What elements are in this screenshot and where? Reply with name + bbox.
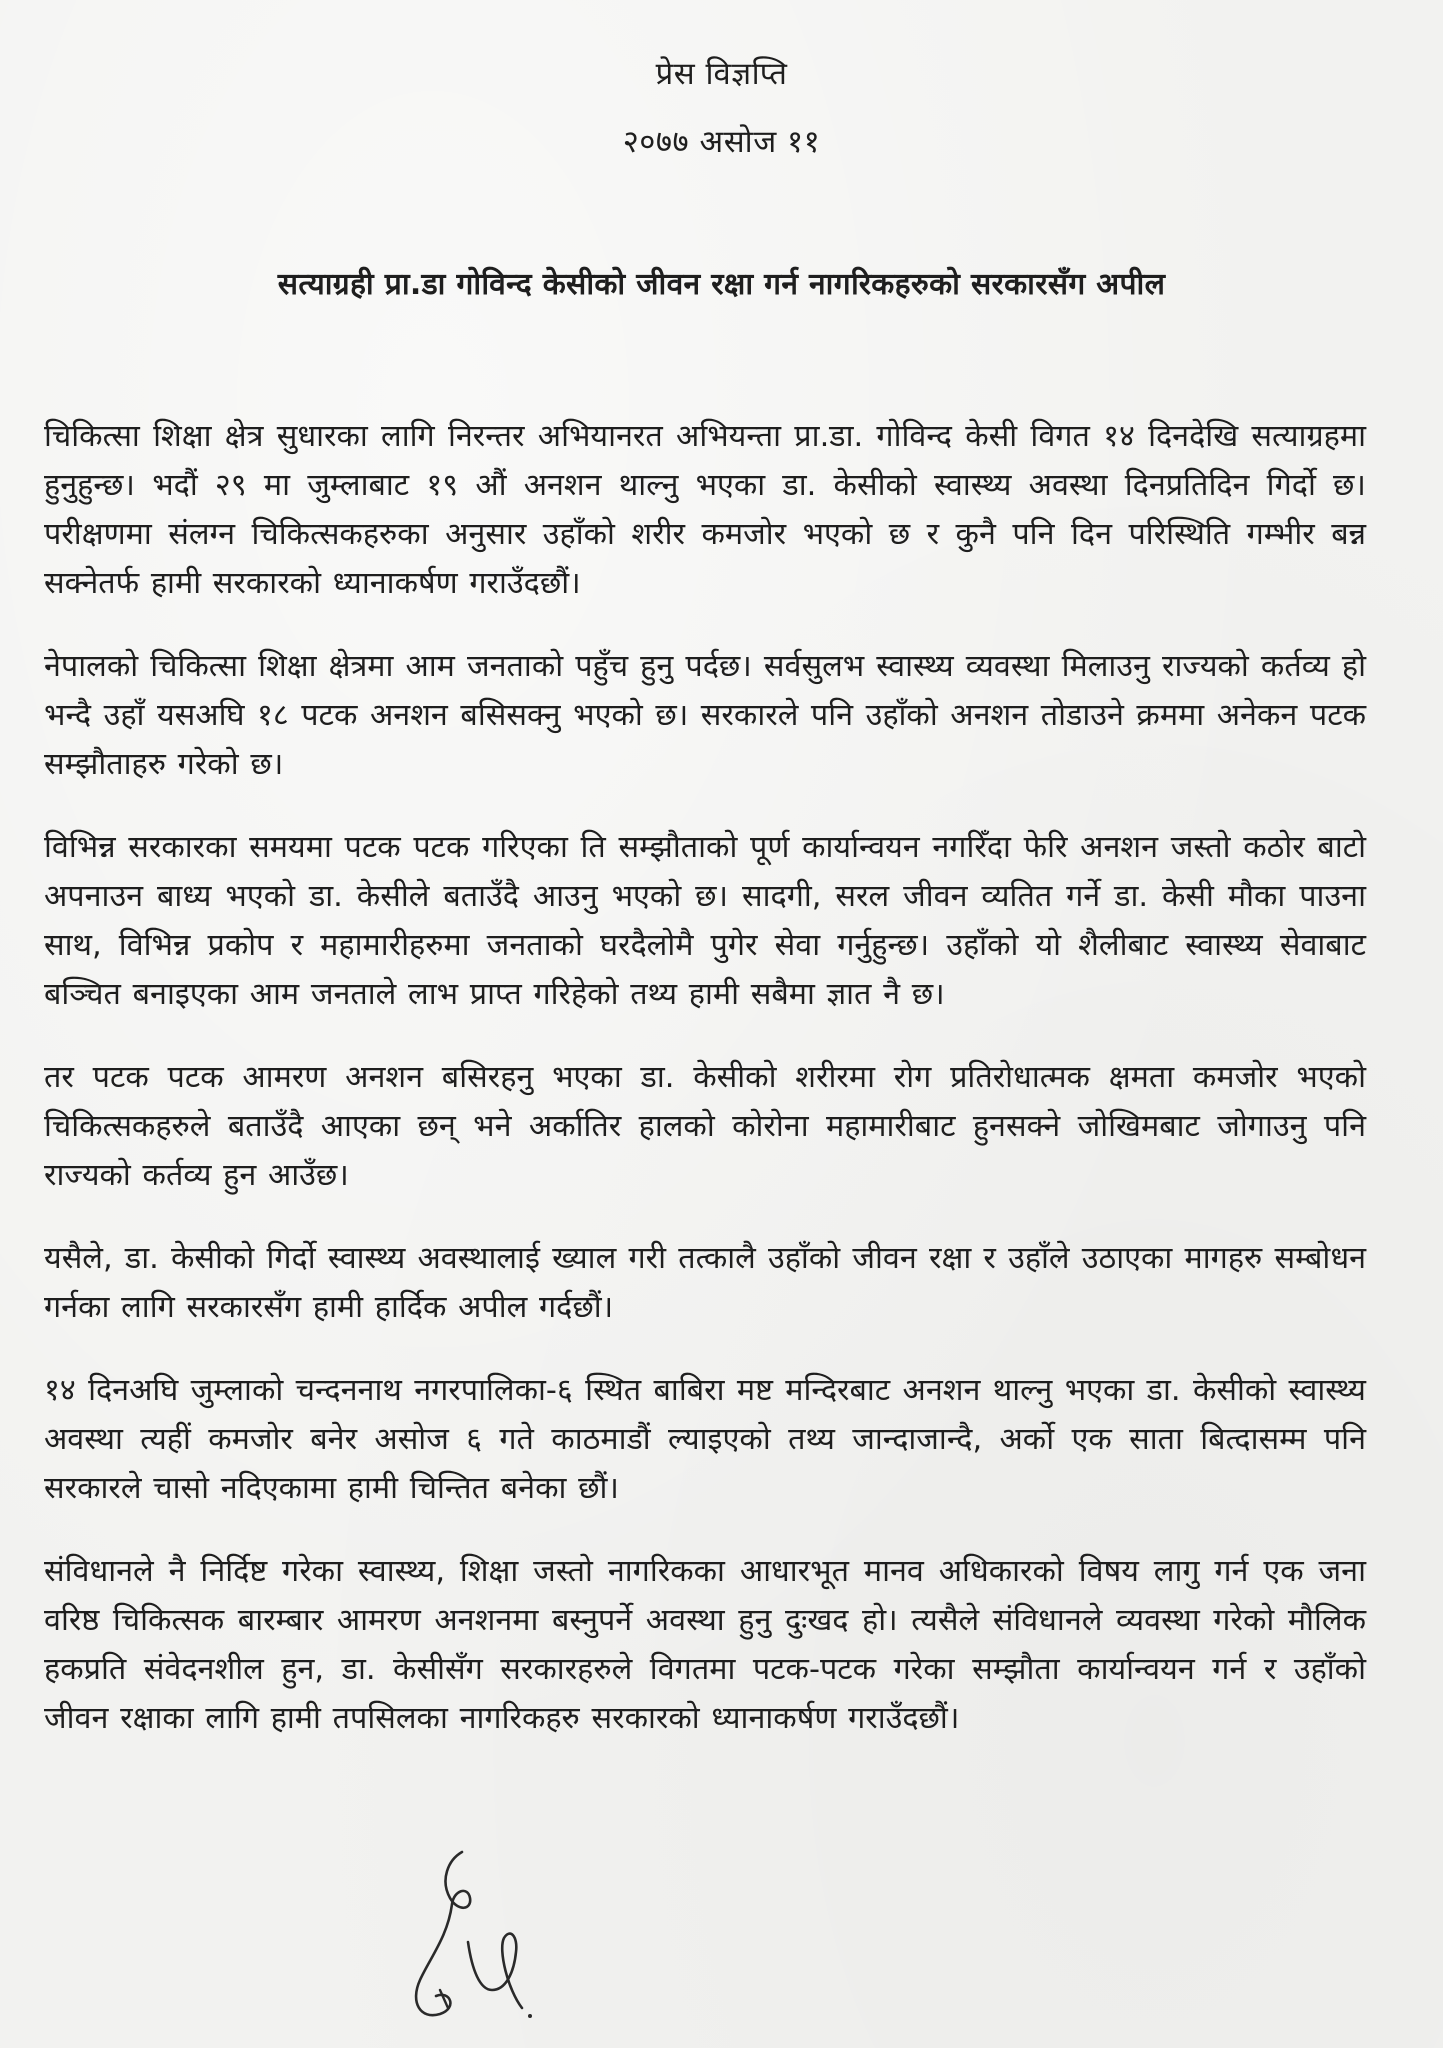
- document-title: सत्याग्रही प्रा.डा गोविन्द केसीको जीवन रक्षा गर्न नागरिकहरुको सरकारसँग अपील: [277, 267, 1166, 302]
- paragraph-1: चिकित्सा शिक्षा क्षेत्र सुधारका लागि निरन्तर अभियानरत अभियन्ता प्रा.डा. गोविन्द केसी विगत १४ दिनदेखि सत्याग्रहमा हुनुहुन्छ। भदौं २९ मा जुम्लाबाट १९ औं अनशन थाल्नु भएका डा. केसीको स्वास्थ्य अवस्था दिनप्रतिदिन गिर्दो छ। परीक्षणमा संलग्न चिकित्सकहरुका अनुसार उहाँको शरीर कमजोर भएको छ र कुनै पनि दिन परिस्थिति गम्भीर बन्न सक्नेतर्फ हामी सरकारको ध्यानाकर्षण गराउँदछौं।: [44, 419, 1366, 601]
- paragraph-4: तर पटक पटक आमरण अनशन बसिरहनु भएका डा. केसीको शरीरमा रोग प्रतिरोधात्मक क्षमता कमजोर भएको चिकित्सकहरुले बताउँदै आएका छन् भने अर्कातिर हालको कोरोना महामारीबाट हुनसक्ने जोखिमबाट जोगाउनु पनि राज्यको कर्तव्य हुन आउँछ।: [44, 1060, 1366, 1193]
- paragraph-3: विभिन्न सरकारका समयमा पटक पटक गरिएका ति सम्झौताको पूर्ण कार्यान्वयन नगरिँदा फेरि अनशन जस्तो कठोर बाटो अपनाउन बाध्य भएको डा. केसीले बताउँदै आउनु भएको छ। सादगी, सरल जीवन व्यतित गर्ने डा. केसी मौका पाउना साथ, विभिन्न प्रकोप र महामारीहरुमा जनताको घरदैलोमै पुगेर सेवा गर्नुहुन्छ। उहाँको यो शैलीबाट स्वास्थ्य सेवाबाट बञ्चित बनाइएका आम जनताले लाभ प्राप्त गरिहेको तथ्य हामी सबैमा ज्ञात नै छ।: [44, 830, 1366, 1012]
- document-date: २०७७ असोज ११: [622, 124, 821, 160]
- paragraph-6: १४ दिनअघि जुम्लाको चन्दननाथ नगरपालिका-६ स्थित बाबिरा मष्ट मन्दिरबाट अनशन थाल्नु भएका डा. केसीको स्वास्थ्य अवस्था त्यहीं कमजोर बनेर असोज ६ गते काठमाडौं ल्याइएको तथ्य जान्दाजान्दै, अर्को एक साता बित्दासम्म पनि सरकारले चासो नदिएकामा हामी चिन्तित बनेका छौं।: [44, 1373, 1366, 1506]
- handwritten-signature: [410, 1840, 570, 2030]
- document-body: [44, 412, 1366, 1777]
- paragraph-7: संविधानले नै निर्दिष्ट गरेका स्वास्थ्य, शिक्षा जस्तो नागरिकका आधारभूत मानव अधिकारको विषय लागु गर्न एक जना वरिष्ठ चिकित्सक बारम्बार आमरण अनशनमा बस्नुपर्ने अवस्था हुनु दुःखद हो। त्यसैले संविधानले व्यवस्था गरेको मौलिक हकप्रति संवेदनशील हुन, डा. केसीसँग सरकारहरुले विगतमा पटक-पटक गरेका सम्झौता कार्यान्वयन गर्न र उहाँको जीवन रक्षाका लागि हामी तपसिलका नागरिकहरु सरकारको ध्यानाकर्षण गराउँदछौं।: [44, 1554, 1366, 1736]
- press-release-label: प्रेस विज्ञप्ति: [655, 56, 788, 92]
- paragraph-2: नेपालको चिकित्सा शिक्षा क्षेत्रमा आम जनताको पहुँच हुनु पर्दछ। सर्वसुलभ स्वास्थ्य व्यवस्था मिलाउनु राज्यको कर्तव्य हो भन्दै उहाँ यसअघि १८ पटक अनशन बसिसक्नु भएको छ। सरकारले पनि उहाँको अनशन तोडाउने क्रममा अनेकन पटक सम्झौताहरु गरेको छ।: [44, 649, 1366, 782]
- paragraph-5: यसैले, डा. केसीको गिर्दो स्वास्थ्य अवस्थालाई ख्याल गरी तत्कालै उहाँको जीवन रक्षा र उहाँले उठाएका मागहरु सम्बोधन गर्नका लागि सरकारसँग हामी हार्दिक अपील गर्दछौं।: [44, 1241, 1366, 1325]
